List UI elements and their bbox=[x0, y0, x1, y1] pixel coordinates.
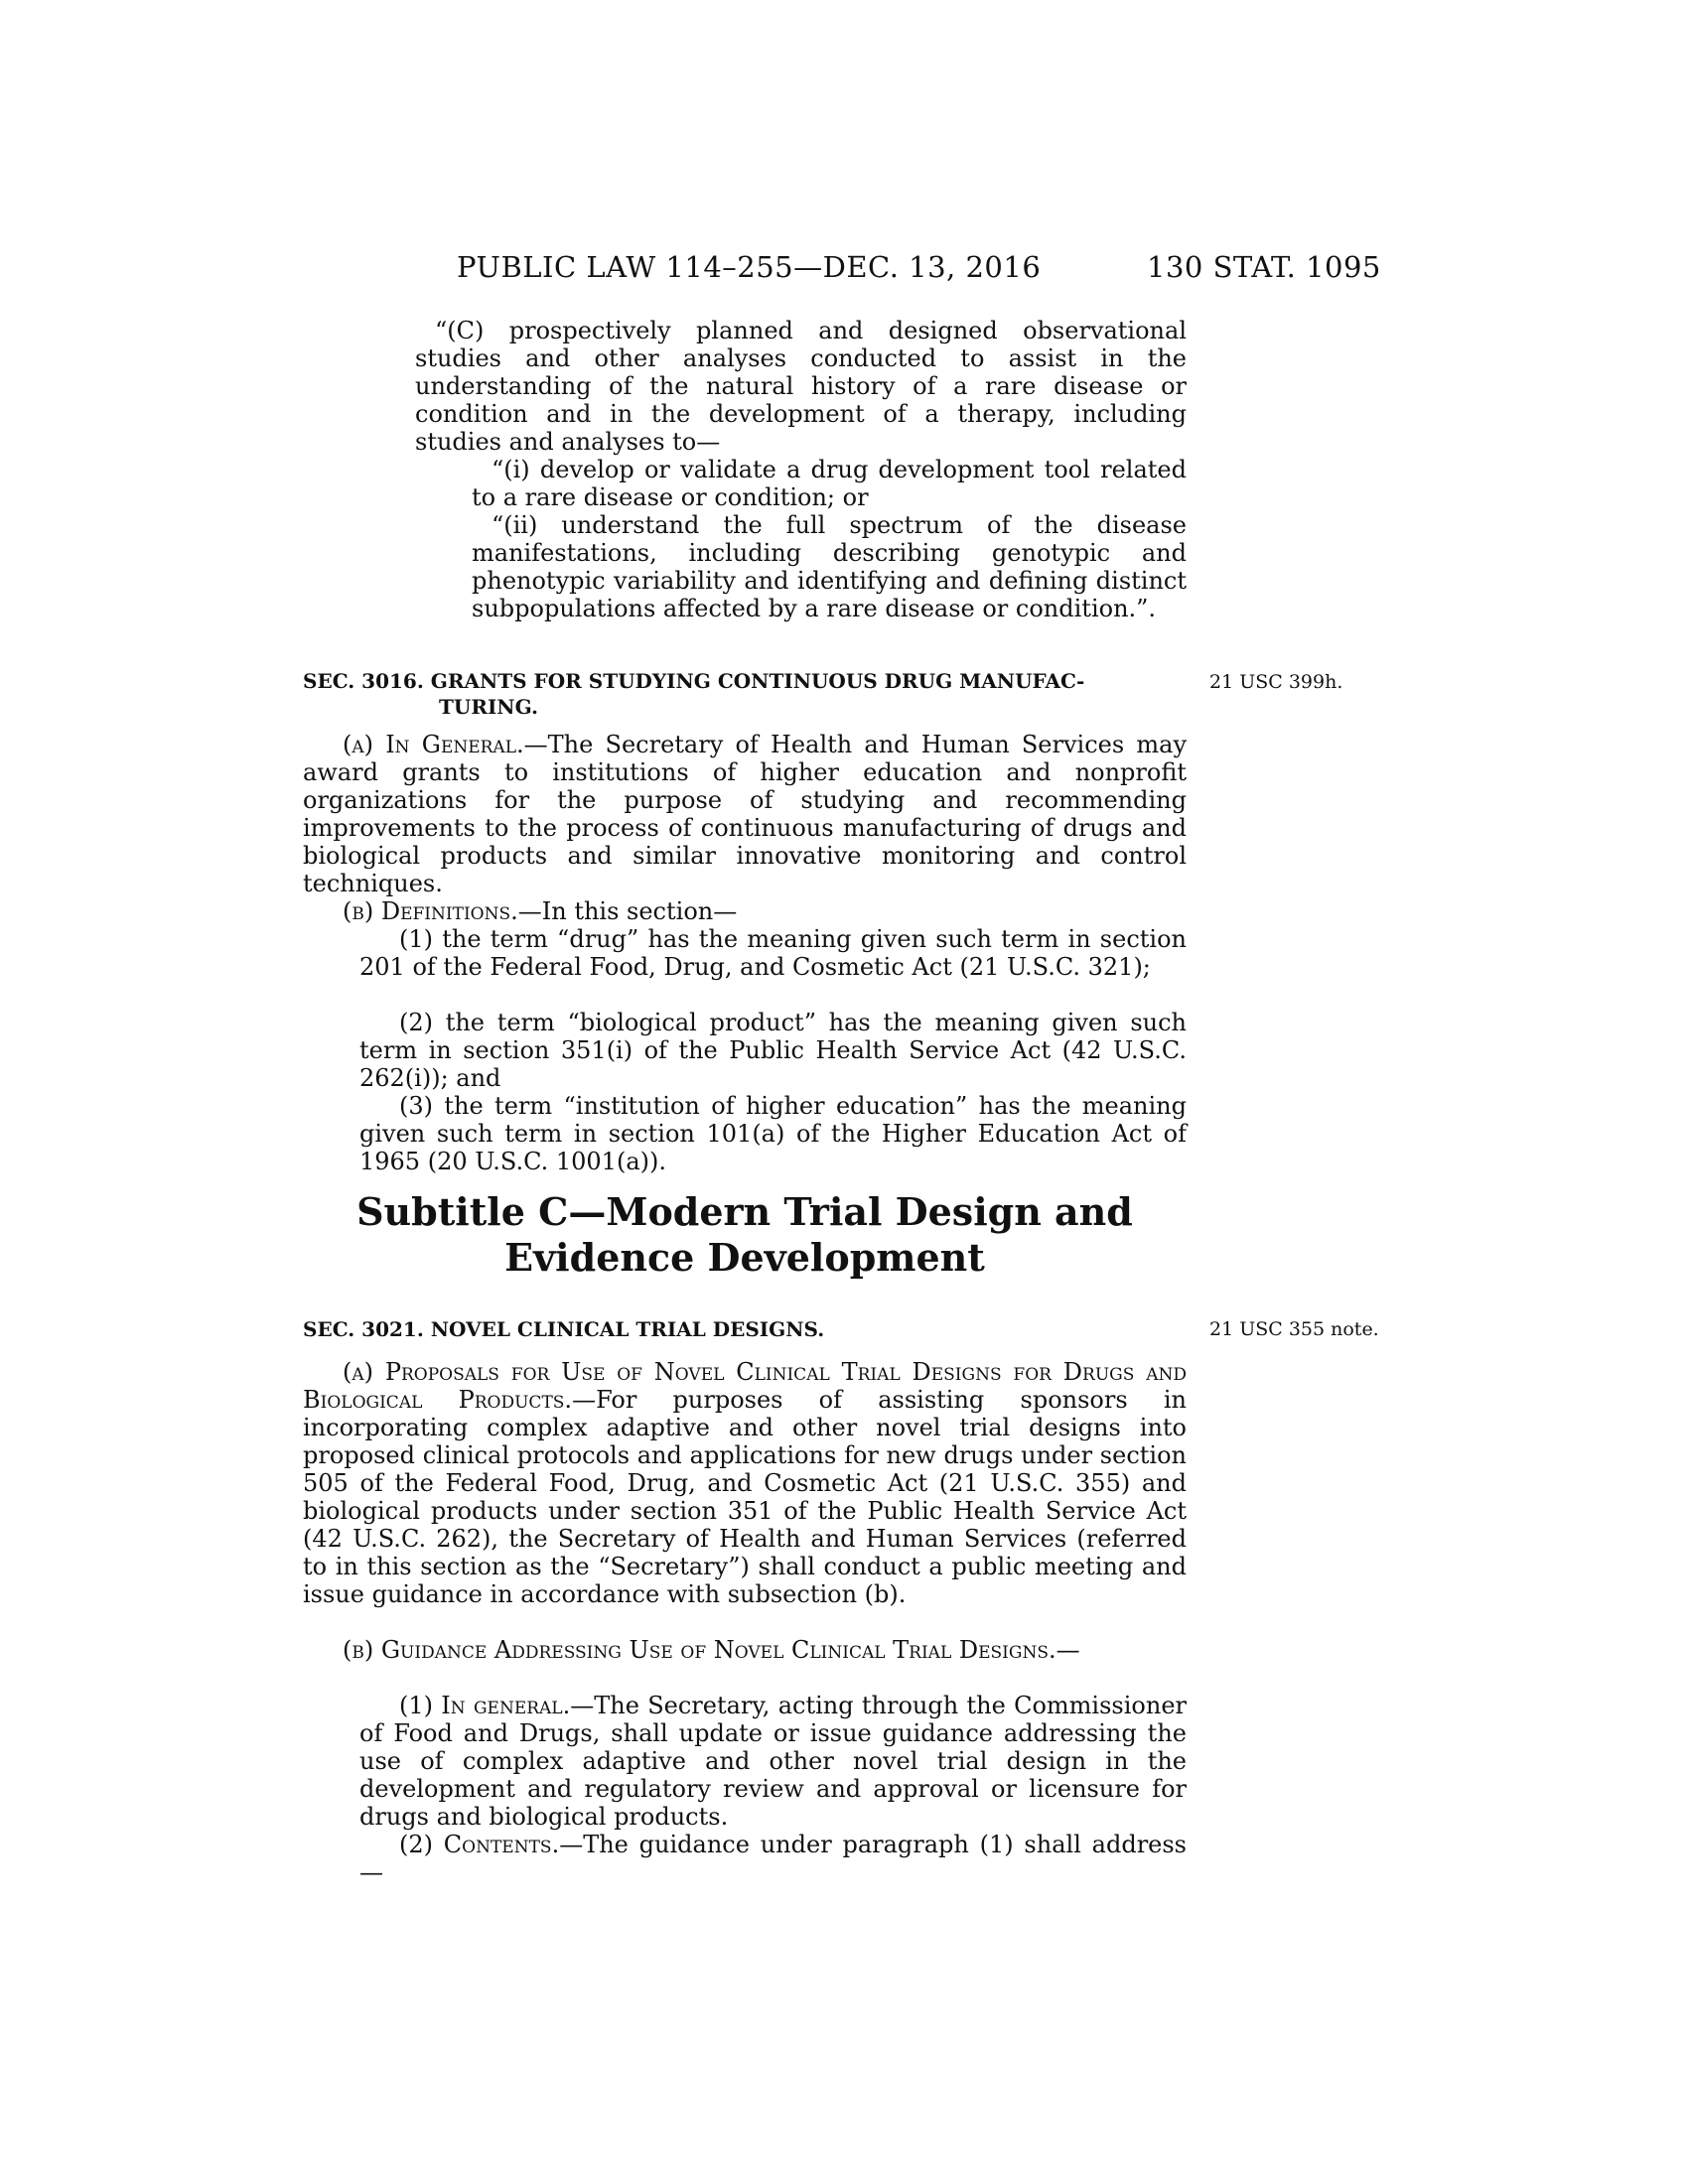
section-3016-heading bbox=[303, 668, 1157, 720]
section-3021-heading: SEC. 3021. NOVEL CLINICAL TRIAL DESIGNS. bbox=[303, 1317, 825, 1341]
page-number: 130 STAT. 1095 bbox=[1147, 250, 1381, 284]
section-3021-b bbox=[303, 1636, 1187, 1664]
section-3016-b-text: —In this section— bbox=[517, 897, 738, 925]
margin-note-3021: 21 USC 355 note. bbox=[1209, 1318, 1379, 1340]
section-3021-a-text: —For purposes of assisting sponsors in incorporating complex adaptive and other novel trial designs into proposed clinical protocols and applications for new drugs under section 505 of the Federal Food, Drug, and Cosmetic Act (21 U.S.C. 355) and biological products under section 351 of the Public Health Service Act (42 U.S.C. 262), the Secretary of Health and Human Services (referred to in this section as the “Secretary”) shall conduct a public meeting and issue guidance in accordance with subsection (b). bbox=[303, 1386, 1187, 1608]
paragraph-c-ii: “(ii) understand the full spectrum of the disease manifestations, including describing genotypic and phenotypic variability and identifying and defining distinct subpopulations affected by a rare disease or condition.”. bbox=[472, 511, 1187, 622]
paragraph-c-i: “(i) develop or validate a drug development tool related to a rare disease or condition; or bbox=[472, 456, 1187, 511]
margin-note-3016: 21 USC 399h. bbox=[1209, 671, 1343, 693]
section-3016-heading-line1: SEC. 3016. GRANTS FOR STUDYING CONTINUOUS DRUG MANUFAC- bbox=[303, 669, 1085, 693]
section-3016-b bbox=[303, 897, 1187, 925]
section-3021-b2-text: —The guidance under paragraph (1) shall address— bbox=[359, 1831, 1187, 1886]
subtitle-line2: Evidence Development bbox=[504, 1235, 985, 1280]
section-3021-b2-label: (2) Contents. bbox=[399, 1831, 560, 1858]
section-3021-b-label: (b) Guidance Addressing Use of Novel Clinical Trial Designs. bbox=[343, 1636, 1056, 1664]
section-3016-a-text: —The Secretary of Health and Human Services may award grants to institutions of higher education and nonprofit organizations for the purpose of studying and recommending improvements to the process of continuous manufacturing of drugs and biological products and similar innovative monitoring and control techniques. bbox=[303, 731, 1188, 897]
section-3021-b-text: — bbox=[1055, 1636, 1080, 1664]
section-3021-b1-label: (1) In general. bbox=[399, 1692, 571, 1719]
section-3016-b1: (1) the term “drug” has the meaning given such term in section 201 of the Federal Food, Drug, and Cosmetic Act (21 U.S.C. 321); bbox=[359, 925, 1187, 981]
section-3021-b2 bbox=[359, 1831, 1187, 1886]
subtitle-line1: Subtitle C—Modern Trial Design and bbox=[356, 1189, 1133, 1234]
section-3016-b3: (3) the term “institution of higher education” has the meaning given such term in section 101(a) of the Higher Education Act of 1965 (20 U.S.C. 1001(a)). bbox=[359, 1092, 1187, 1175]
section-3016-a-label: (a) In General. bbox=[343, 731, 524, 758]
section-3016-b-label: (b) Definitions. bbox=[343, 897, 518, 925]
subtitle-heading bbox=[298, 1189, 1192, 1281]
section-3021-a bbox=[303, 1358, 1187, 1608]
paragraph-c: “(C) prospectively planned and designed observational studies and other analyses conducted to assist in the understanding of the natural history of a rare disease or condition and in the development of a therapy, including studies and analyses to— bbox=[415, 317, 1187, 456]
section-3016-b2: (2) the term “biological product” has the meaning given such term in section 351(i) of the Public Health Service Act (42 U.S.C. 262(i)); and bbox=[359, 1009, 1187, 1092]
section-3016-heading-line2: TURING. bbox=[439, 695, 538, 719]
section-3021-b1-text: —The Secretary, acting through the Commissioner of Food and Drugs, shall update or issue guidance addressing the use of complex adaptive and other novel trial design in the development and regulatory review and approval or licensure for drugs and biological products. bbox=[359, 1692, 1187, 1831]
section-3021-a-label: (a) Proposals for Use of Novel Clinical Trial Designs for Drugs and Biological Products. bbox=[303, 1358, 1187, 1414]
running-header-title: PUBLIC LAW 114–255—DEC. 13, 2016 bbox=[457, 250, 1042, 284]
section-3016-a bbox=[303, 731, 1187, 897]
section-3021-b1 bbox=[359, 1692, 1187, 1831]
